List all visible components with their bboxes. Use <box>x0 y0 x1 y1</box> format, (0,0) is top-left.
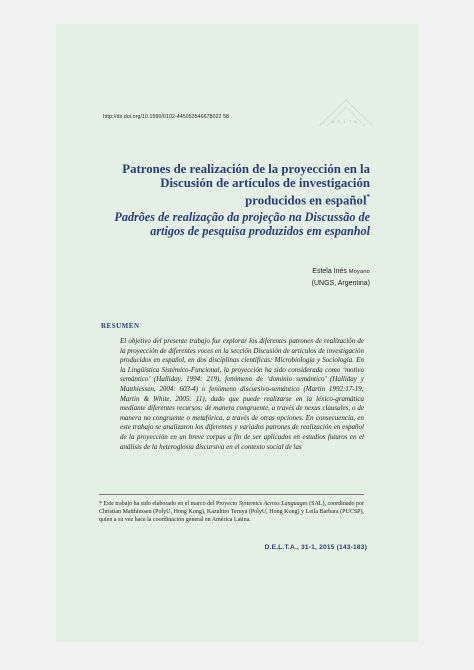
author-block <box>312 266 370 290</box>
logo-text: D.E.L.T.A. <box>331 120 361 124</box>
title-spanish <box>110 162 370 207</box>
footnote-project-name: Systemics Across Languages <box>238 501 308 507</box>
footnote-divider <box>99 494 364 495</box>
footnote-text-after: (SAL), coordinado por Christian Matthiessen (PolyU, Hong Kong), Kazuhiro Teruya (PolyU, Hong Kong) y Leila Barbara (PUCSP), quien a su vez hace la coordinación general en América Latina. <box>99 501 365 524</box>
title-block <box>110 162 370 238</box>
author-surname: Moyano <box>348 269 370 275</box>
author-name <box>312 266 370 278</box>
title-footnote-marker[interactable]: * <box>366 193 370 201</box>
footnote <box>99 500 364 525</box>
title-portuguese: Padrões de realização da projeção na Discussão de artigos de pesquisa produzidos em espanhol <box>114 210 370 239</box>
delta-triangle-logo <box>315 96 377 132</box>
title-spanish-text: Patrones de realización de la proyección en la Discusión de artículos de investigación producidos en español <box>122 162 370 208</box>
author-affiliation: (UNGS, Argentina) <box>311 280 370 287</box>
abstract-text: El objetivo del presente trabajo fue explorar los diferentes patrones de realización de la proyección de diferentes voces en la sección Discusión de artículos de investigación producidos en español, en dos disciplinas científicas: Microbiología y Sociología. En la Lingüística Sistémico-Funcional, la proyección ha sido considerada como ‘motivo semántico’ (Halliday, 1994: 219), fenómeno de ‘dominio semántico’ (Halliday y Matthiessen, 2004: 603-4) o fenómeno discursivo-semántico (Martin 1992:17-19; Martin & White, 2005: 11), dado que puede realizarse en la léxico-gramática mediante diferentes recursos: de manera congruente, a través de nexus clausales, o de manera no congruente o metafórica, a través de otras opciones. En consecuencia, en este trabajo se analizaron los diferentes y variados patrones de realización en español de la proyección en un breve corpus a fin de ser aplicados en estudios futuros en el análisis de la heteroglosia discursiva en el contexto social de las <box>120 337 364 451</box>
doi-link[interactable]: http://dx.doi.org/10.1590/0102-445053546678022 58 <box>103 114 230 120</box>
author-given-name: Estela Inés <box>312 268 347 275</box>
journal-citation: D.E.L.T.A., 31-1, 2015 (143-183) <box>264 544 367 551</box>
abstract-heading: RESUMEN <box>101 322 140 330</box>
footnote-text-before: Este trabajo ha sido elaborado en el marco del Proyecto <box>103 501 238 507</box>
footnote-marker: * <box>99 501 102 507</box>
